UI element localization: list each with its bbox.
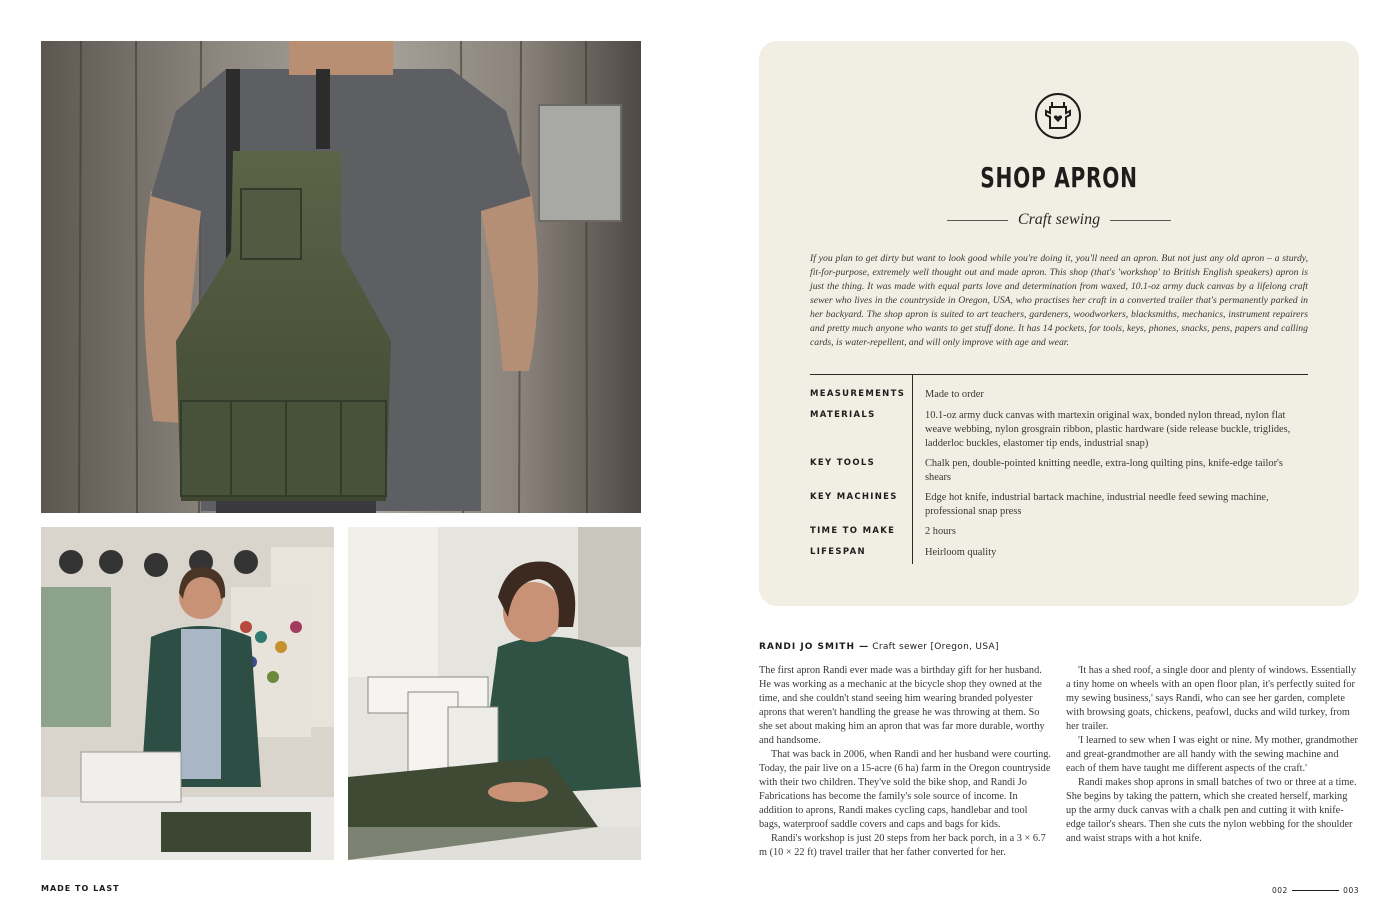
product-info-card: [759, 41, 1359, 606]
product-intro: If you plan to get dirty but want to look good while you're doing it, you'll need an apron. But not just any old apron – a sturdy, fit-for-purpose, extremely well thought out and made apron. This shop (that's 'workshop' to British English speakers) apron is just the thing. It was made with equal parts love and determination from waxed, 10.1-oz army duck canvas by a lifelong craft sewer who lives in the countryside in Oregon, USA, who practises her craft in a converted trailer that's permanently parked in her backyard. The shop apron is suited to art teachers, gardeners, woodworkers, blacksmiths, mechanics, instrument repairers and pretty much anyone who wants to get stuff done. It has 14 pockets, for tools, keys, phones, snacks, pens, papers and calling cards, is water-repellent, and will only improve with age and wear.: [810, 253, 1308, 348]
spec-divider: [912, 375, 913, 564]
paragraph: 'I learned to sew when I was eight or nine. My mother, grandmother and great-grandmother are all handy with the sewing machine and each of them have taught me different aspects of the craft.': [1066, 735, 1358, 774]
spec-key: MATERIALS: [810, 410, 876, 420]
spec-table: [810, 374, 1308, 558]
subtitle-rule-left: [947, 220, 1008, 221]
article-column-2: [1066, 664, 1358, 846]
paragraph: The first apron Randi ever made was a birthday gift for her husband. He was working as a mechanic at the bicycle shop they owned at the time, and she couldn't stand seeing him wearing branded polyester aprons that weren't handling the grease he was throwing at them. So she set about making him an apron that was far more durable, worthy and handsome.: [759, 665, 1045, 746]
photo-maker-sewing: [348, 527, 641, 860]
spec-key: KEY MACHINES: [810, 492, 898, 502]
spec-value: Edge hot knife, industrial bartack machine, industrial needle feed sewing machine, professional snap press: [925, 492, 1269, 517]
spec-key: TIME TO MAKE: [810, 526, 896, 536]
product-subtitle: Craft sewing: [1017, 211, 1101, 228]
spec-value: Made to order: [925, 389, 984, 400]
page-number-left: 002: [1272, 885, 1288, 895]
paragraph: 'It has a shed roof, a single door and plenty of windows. Essentially a tiny home on wheels with an open floor plan, it's perfectly suited for my sewing business,' says Randi, who can see her garden, complete with browsing goats, chickens, peafowl, ducks and wild turkey, from her trailer.: [1066, 665, 1357, 732]
photo-maker-portrait: [41, 527, 334, 860]
paragraph: That was back in 2006, when Randi and her husband were courting. Today, the pair live on a 15-acre (6 ha) farm in the Oregon countryside with their two children. They've sold the bike shop, and Randi Jo Fabrications has become the family's sole source of income. In addition to aprons, Randi makes cycling caps, handlebar and tool bags, waterproof saddle covers and caps and bags for kids.: [759, 749, 1051, 830]
spec-key: MEASUREMENTS: [810, 389, 906, 399]
folio-rule: [1292, 890, 1339, 891]
subtitle-rule-right: [1110, 220, 1171, 221]
page-number-right: 003: [1343, 885, 1359, 895]
apron-badge-icon: [1033, 91, 1083, 141]
subtitle-row: [947, 209, 1171, 231]
spec-value: Chalk pen, double-pointed knitting needle, extra-long quilting pins, knife-edge tailor's shears: [925, 458, 1283, 483]
paragraph: Randi makes shop aprons in small batches of two or three at a time. She begins by taking the pattern, which she created herself, marking up the army duck canvas with a chalk pen and cutting it with knife-edge tailor's shears. Then she cuts the nylon webbing for the shoulder and waist straps with a hot knife.: [1066, 777, 1357, 844]
spec-value: Heirloom quality: [925, 547, 997, 558]
book-title-footer: MADE TO LAST: [41, 884, 120, 893]
spec-value: 2 hours: [925, 526, 956, 537]
spec-value: 10.1-oz army duck canvas with martexin original wax, bonded nylon thread, nylon flat weave webbing, nylon grosgrain ribbon, plastic hardware (side release buckle, triglides, ladderloc buckles, elastomer tip ends, industrial snap): [925, 410, 1291, 449]
page-numbers: [1272, 884, 1359, 896]
byline: [759, 642, 999, 652]
byline-name: RANDI JO SMITH —: [759, 642, 870, 652]
spec-key: KEY TOOLS: [810, 458, 875, 468]
paragraph: Randi's workshop is just 20 steps from her back porch, in a 3 × 6.7 m (10 × 22 ft) travel trailer that her father converted for her.: [759, 833, 1046, 858]
article-column-1: [759, 664, 1051, 860]
spec-key: LIFESPAN: [810, 547, 866, 557]
photo-apron-model: [41, 41, 641, 513]
byline-role: Craft sewer [Oregon, USA]: [869, 642, 999, 652]
product-title: SHOP APRON: [980, 161, 1138, 194]
